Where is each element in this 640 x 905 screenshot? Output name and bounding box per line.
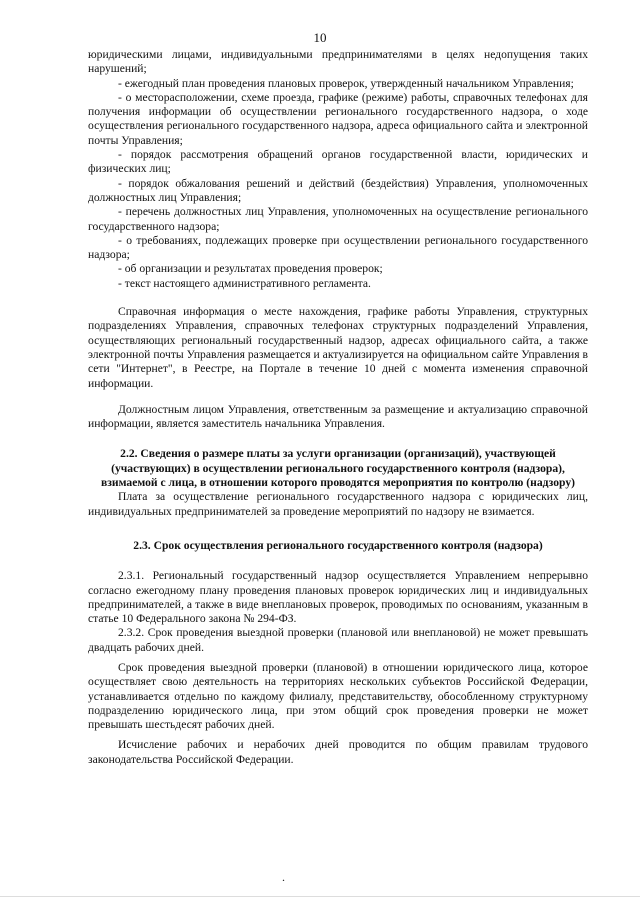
paragraph: Плата за осуществление регионального государственного надзора с юридических лиц, индивидуальных предпринимателей за проведение мероприятий по надзору не взимается. [88,490,588,518]
list-item: - об организации и результатах проведения проверок; [118,262,383,276]
paragraph: 2.3.1. Региональный государственный надзор осуществляется Управлением непрерывно согласно ежегодному плану проведения плановых проверок юридических лиц и индивидуальных предпринимателей, а также в виде внеплановых проверок, проводимых по основаниям, указанным в статье 10 Федерального закона № 294-ФЗ. [88,569,588,626]
list-item: - о месторасположении, схеме проезда, графике (режиме) работы, справочных телефонах для получения информации об осуществлении регионального государственного надзора, о ходе осуществления регионального государственного надзора, адреса официального сайта и электронной почты Управления; [88,90,588,147]
section-heading-2-2: 2.2. Сведения о размере платы за услуги организации (организаций), участвующей (участвующих) в осуществлении регионального государственного контроля (надзора), взимаемой с лица, в отношении которого проводятся мероприятия по контролю (надзору) [101,447,575,490]
paragraph: Срок проведения выездной проверки (плановой) в отношении юридического лица, которое осуществляет свою деятельность на территориях нескольких субъектов Российской Федерации, устанавливается отдельно по каждому филиалу, представительству, обособленному структурному подразделению юридического лица, при этом общий срок проведения проверки не может превышать шестьдесят рабочих дней. [88,660,588,732]
list-item: - порядок рассмотрения обращений органов государственной власти, юридических и физических лиц; [88,148,588,176]
page-number: 10 [313,30,327,45]
paragraph: юридическими лицами, индивидуальными предпринимателями в целях недопущения таких нарушений; [88,48,588,76]
section-heading-2-3: 2.3. Срок осуществления регионального государственного контроля (надзора) [133,538,543,552]
list-item: - перечень должностных лиц Управления, уполномоченных на осуществление регионального государственного надзора; [88,205,588,233]
list-item: - порядок обжалования решений и действий (бездействия) Управления, уполномоченных должностных лиц Управления; [88,176,588,204]
paragraph: Исчисление рабочих и нерабочих дней проводится по общим правилам трудового законодательства Российской Федерации. [88,738,588,766]
page-edge [0,896,640,897]
list-item: - текст настоящего административного регламента. [118,276,371,290]
paragraph: 2.3.2. Срок проведения выездной проверки (плановой или внеплановой) не может превышать двадцать рабочих дней. [88,626,588,654]
document-body [88,48,588,767]
paragraph: Должностным лицом Управления, ответственным за размещение и актуализацию справочной информации, является заместитель начальника Управления. [88,402,588,431]
list-item: - о требованиях, подлежащих проверке при осуществлении регионального государственного надзора; [88,233,588,262]
footer-mark: . [282,870,285,884]
list-item: - ежегодный план проведения плановых проверок, утвержденный начальником Управления; [118,76,574,90]
paragraph: Справочная информация о месте нахождения, графике работы Управления, структурных подразделениях Управления, справочных телефонах структурных подразделений Управления, осуществляющих региональный государственный надзор, адресах официального сайта, а также электронной почты Управления размещается и актуализируется на официальном сайте Управления в сети "Интернет", в Реестре, на Портале в течение 10 дней с момента изменения справочной информации. [88,305,588,390]
